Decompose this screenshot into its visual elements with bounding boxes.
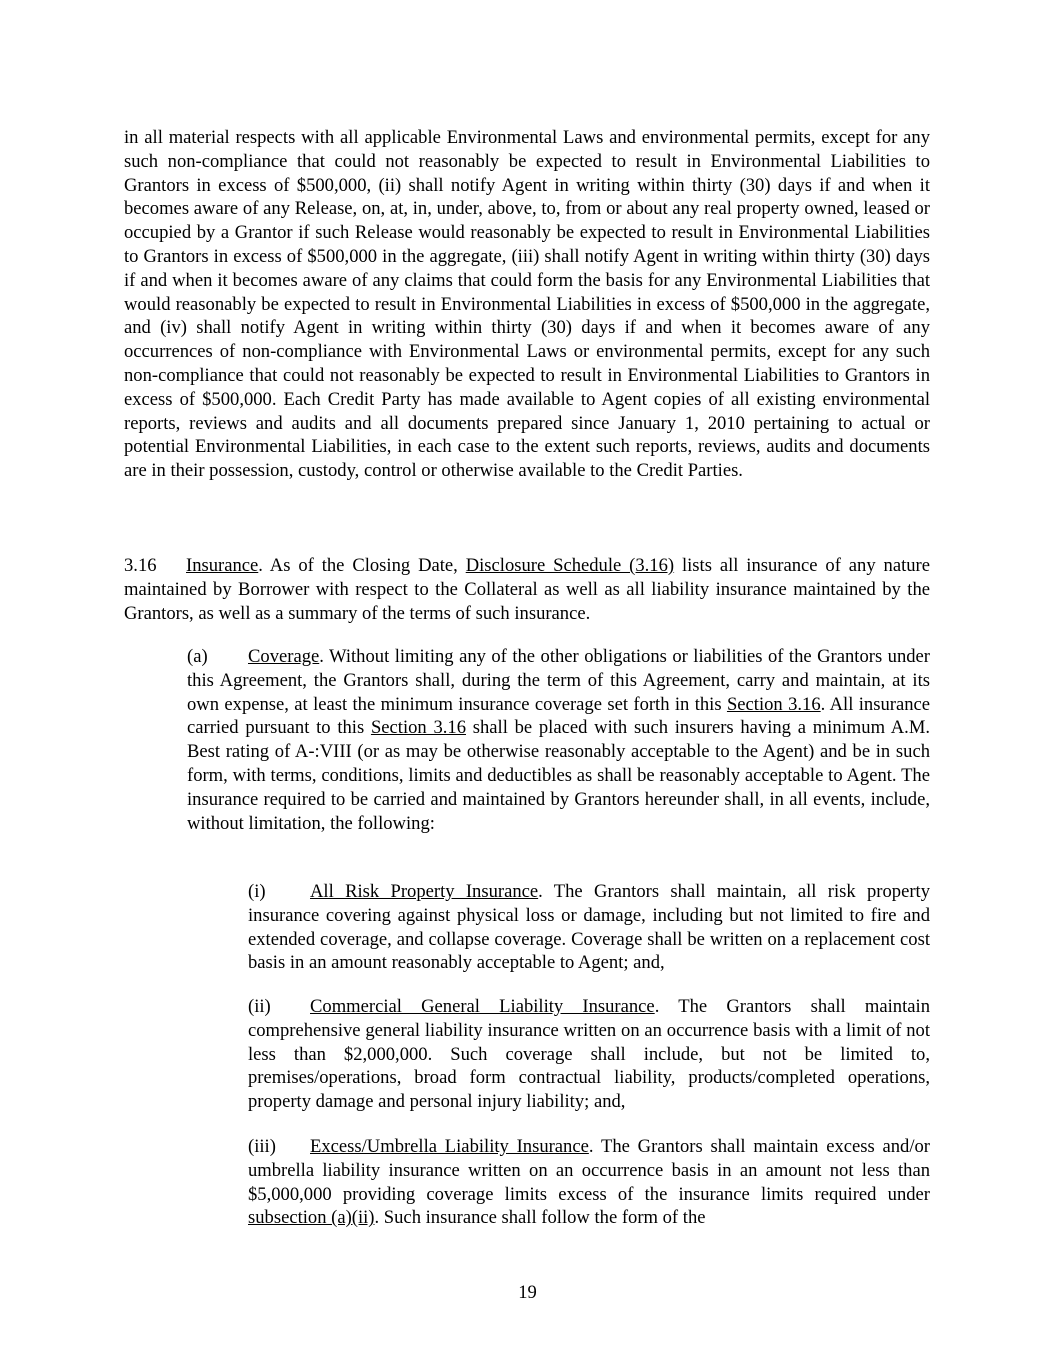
subsection-number: (a): [187, 646, 208, 667]
subsection-text: . The Grantors shall maintain comprehensive general liability insurance written on an occurrence basis with a limit of not less than $2,000,000. Such coverage shall include, but not be limited to, premises/operations, broad form contractual liability, products/completed operations, property damage and personal injury liability; and,: [248, 996, 930, 1113]
subsection-iii-paragraph: [248, 1135, 930, 1230]
section-number: 3.16: [124, 555, 157, 576]
subsection-heading: Excess/Umbrella Liability Insurance: [310, 1136, 589, 1157]
section-heading: Insurance: [186, 555, 259, 576]
page-number: 19: [518, 1282, 537, 1303]
subsection-text: . Without limiting any of the other obligations or liabilities of the Grantors under this Agreement, the Grantors shall, during the term of this Agreement, carry and maintain, at its own expense, at least the minimum insurance coverage set forth in this: [187, 646, 930, 715]
subsection-number: (i): [248, 881, 266, 902]
section-text: lists all insurance of any nature maintained by Borrower with respect to the Collateral as well as all liability insurance maintained by the Grantors, as well as a summary of the terms of such insurance.: [124, 555, 930, 624]
subsection-ii-paragraph: [248, 995, 930, 1114]
schedule-reference: Disclosure Schedule (3.16): [465, 555, 675, 576]
section-text: . As of the Closing Date,: [258, 555, 466, 576]
subsection-heading: All Risk Property Insurance: [310, 881, 539, 902]
section-3-16-paragraph: [124, 554, 930, 625]
section-reference: Section 3.16: [370, 717, 466, 739]
subsection-text: . The Grantors shall maintain, all risk property insurance covering against physical loss or damage, including but not limited to fire and extended coverage, and collapse coverage. Coverage shall be written on a replacement cost basis in an amount reasonably acceptable to Agent; and,: [248, 881, 930, 974]
subsection-i-paragraph: [248, 880, 930, 975]
subsection-number: (ii): [248, 996, 271, 1017]
subsection-text: . The Grantors shall maintain excess and/or umbrella liability insurance written on an occurrence basis in an amount not less than $5,000,000 providing coverage limits excess of the insurance limits required under: [248, 1136, 930, 1205]
subsection-number: (iii): [248, 1136, 276, 1157]
subsection-text: shall be placed with such insurers having a minimum A.M. Best rating of A-:VIII (or as may be otherwise reasonably acceptable to the Agent) and be in such form, with terms, conditions, limits and deductibles as shall be reasonably acceptable to Agent. The insurance required to be carried and maintained by Grantors hereunder shall, in all events, include, without limitation, the following:: [187, 717, 930, 834]
section-reference: Section 3.16: [726, 693, 821, 715]
subsection-text: . All insurance carried pursuant to this: [187, 693, 930, 739]
subsection-heading: Coverage: [248, 646, 320, 667]
subsection-text: . Such insurance shall follow the form of the: [374, 1207, 706, 1229]
subsection-a-paragraph: [187, 645, 930, 835]
continuation-paragraph: in all material respects with all applicable Environmental Laws and environmental permits, except for any such non-compliance that could not reasonably be expected to result in Environmental Liabilities to Grantors in excess of $500,000, (ii) shall notify Agent in writing within thirty (30) days if and when it becomes aware of any Release, on, at, in, under, above, to, from or about any real property owned, leased or occupied by a Grantor if such Release would reasonably be expected to result in Environmental Liabilities to Grantors in excess of $500,000 in the aggregate, (iii) shall notify Agent in writing within thirty (30) days if and when it becomes aware of any claims that could form the basis for any Environmental Liabilities that would reasonably be expected to result in Environmental Liabilities in excess of $500,000 in the aggregate, and (iv) shall notify Agent in writing within thirty (30) days if and when it becomes aware of any occurrences of non-compliance with Environmental Laws or environmental permits, except for any such non-compliance that could not reasonably be expected to result in Environmental Liabilities to Grantors in excess of $500,000. Each Credit Party has made available to Agent copies of all existing environmental reports, reviews and audits and all documents prepared since January 1, 2010 pertaining to actual or potential Environmental Liabilities, in each case to the extent such reports, reviews, audits and documents are in their possession, custody, control or otherwise available to the Credit Parties.: [124, 127, 930, 482]
subsection-heading: Commercial General Liability Insurance: [310, 996, 655, 1017]
subsection-reference: subsection (a)(ii): [248, 1207, 375, 1229]
